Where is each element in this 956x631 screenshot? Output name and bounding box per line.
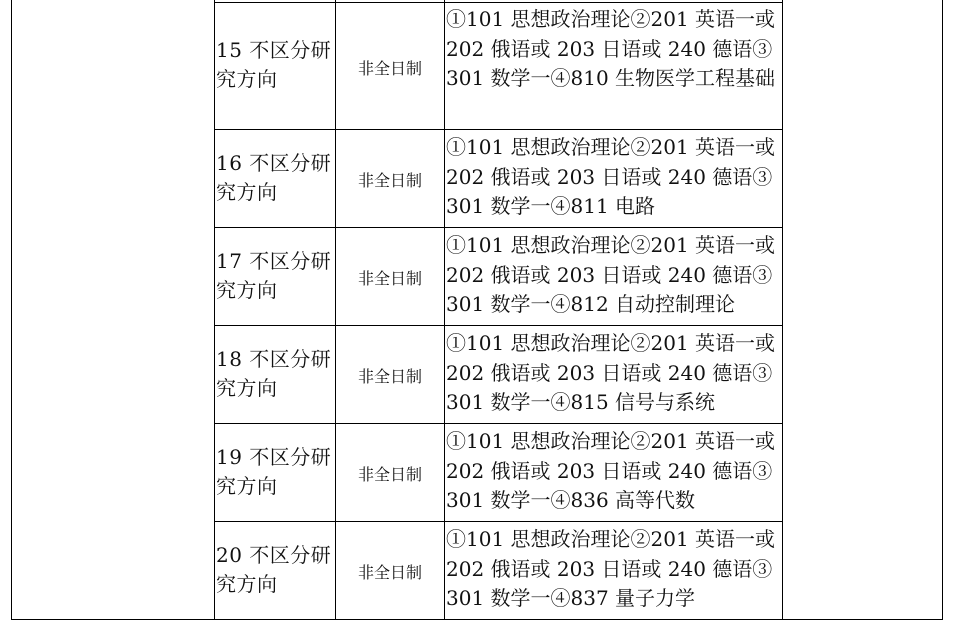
research-direction-cell: 19 不区分研究方向 [216, 445, 332, 498]
row-divider [214, 423, 783, 424]
column-divider [444, 0, 445, 620]
row-divider [214, 227, 783, 228]
exam-subjects-cell: ①101 思想政治理论②201 英语一或 202 俄语或 203 日语或 240 德语③301 数学一④810 生物医学工程基础 [446, 7, 776, 90]
row-divider [214, 325, 783, 326]
study-mode-cell: 非全日制 [357, 59, 422, 78]
research-direction-cell: 16 不区分研究方向 [216, 151, 332, 204]
row-divider [214, 521, 783, 522]
research-direction-cell: 20 不区分研究方向 [216, 543, 332, 596]
row-divider [214, 2, 783, 3]
exam-subjects-cell: ①101 思想政治理论②201 英语一或 202 俄语或 203 日语或 240 德语③301 数学一④812 自动控制理论 [446, 233, 776, 316]
exam-subjects-cell: ①101 思想政治理论②201 英语一或 202 俄语或 203 日语或 240 德语③301 数学一④811 电路 [446, 135, 776, 218]
study-mode-cell: 非全日制 [357, 171, 422, 190]
exam-subjects-cell: ①101 思想政治理论②201 英语一或 202 俄语或 203 日语或 240 德语③301 数学一④837 量子力学 [446, 527, 776, 610]
research-direction-cell: 15 不区分研究方向 [216, 38, 332, 91]
study-mode-cell: 非全日制 [357, 367, 422, 386]
table-border-bottom [11, 619, 943, 620]
research-direction-cell: 18 不区分研究方向 [216, 347, 332, 400]
exam-subjects-cell: ①101 思想政治理论②201 英语一或 202 俄语或 203 日语或 240 德语③301 数学一④815 信号与系统 [446, 331, 776, 414]
column-divider [782, 0, 783, 620]
column-divider [214, 0, 215, 620]
row-divider [214, 129, 783, 130]
research-direction-cell: 17 不区分研究方向 [216, 249, 332, 302]
study-mode-cell: 非全日制 [357, 269, 422, 288]
study-mode-cell: 非全日制 [357, 465, 422, 484]
column-divider [335, 0, 336, 620]
table-border-left [11, 0, 12, 620]
study-mode-cell: 非全日制 [357, 563, 422, 582]
table-border-right [942, 0, 943, 620]
exam-subjects-cell: ①101 思想政治理论②201 英语一或 202 俄语或 203 日语或 240 德语③301 数学一④836 高等代数 [446, 429, 776, 512]
